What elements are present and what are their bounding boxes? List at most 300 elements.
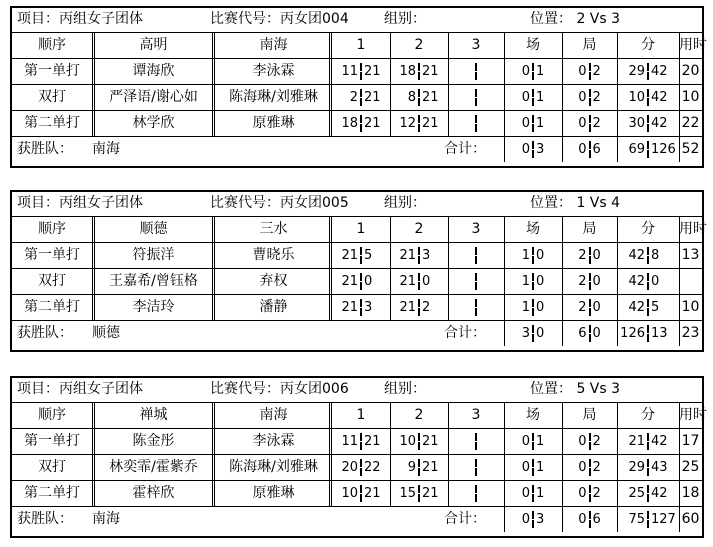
score-separator-bottom [418, 442, 420, 450]
column-divider [617, 269, 618, 294]
score-separator-top [475, 433, 477, 441]
player-team-b: 潘静 [259, 299, 288, 315]
score-separator-bottom [360, 72, 362, 80]
total-games-score-right: 0 [592, 326, 601, 341]
matches-won-score-right: 0 [536, 274, 545, 289]
column-header: 3 [471, 37, 481, 53]
column-header: 顺德 [139, 221, 168, 237]
score-separator-bottom [475, 98, 477, 106]
column-divider [504, 295, 505, 320]
games-won-score-right: 2 [592, 116, 601, 131]
row-time: 10 [681, 299, 700, 315]
points-score-right: 42 [651, 486, 668, 501]
score-separator-bottom [589, 72, 591, 80]
column-divider [617, 507, 618, 532]
game2-score-right: 21 [422, 90, 439, 105]
total-games-score-right: 6 [592, 512, 601, 527]
match-row [12, 269, 702, 295]
score-separator-top [589, 511, 591, 519]
score-separator-top [360, 89, 362, 97]
score-separator-top [360, 459, 362, 467]
matches-won-score-left: 0 [521, 434, 530, 449]
game3-score-left [450, 429, 473, 454]
score-separator-top [589, 273, 591, 281]
column-divider [448, 85, 449, 110]
game3-score-right [479, 429, 502, 454]
column-header-row [12, 33, 707, 59]
score-separator-top [418, 273, 420, 281]
total-points-score-left: 126 [620, 326, 645, 341]
score-separator-bottom [532, 308, 534, 316]
position-label: 位置： 5 Vs 3 [530, 381, 621, 397]
score-separator-bottom [647, 442, 649, 450]
score-separator-bottom [589, 98, 591, 106]
points-score-right: 42 [651, 434, 668, 449]
score-separator-top [532, 459, 534, 467]
games-won-score-left: 0 [578, 116, 587, 131]
score-separator-bottom [532, 282, 534, 290]
score-separator-bottom [589, 150, 591, 158]
score-separator-bottom [532, 334, 534, 342]
score-separator-bottom [647, 520, 649, 528]
total-label: 合计： [444, 325, 486, 341]
points-score-right: 42 [651, 64, 668, 79]
score-separator-bottom [475, 468, 477, 476]
column-divider [504, 85, 505, 110]
column-divider [448, 481, 449, 506]
score-separator-bottom [360, 98, 362, 106]
game3-score-right [479, 481, 502, 506]
column-header: 分 [641, 221, 655, 237]
score-separator-top [418, 115, 420, 123]
column-header: 1 [356, 37, 366, 53]
column-header: 三水 [259, 221, 288, 237]
game1-score-right: 0 [364, 274, 373, 289]
matches-won-score-right: 1 [536, 434, 545, 449]
total-matches-score-left: 0 [521, 142, 530, 157]
score-separator-bottom [589, 334, 591, 342]
column-header: 2 [414, 37, 424, 53]
total-matches-score-right: 3 [536, 512, 545, 527]
matches-won-score-right: 1 [536, 486, 545, 501]
score-separator-top [589, 299, 591, 307]
column-divider [562, 137, 563, 162]
game3-score-left [450, 59, 473, 84]
score-separator-top [532, 485, 534, 493]
points-score-left: 42 [628, 300, 645, 315]
score-separator-bottom [475, 282, 477, 290]
points-score-right: 8 [651, 248, 660, 263]
total-time: 52 [681, 141, 700, 157]
score-separator-top [360, 63, 362, 71]
game3-score-left [450, 481, 473, 506]
player-team-a: 陈金彤 [132, 433, 175, 449]
match-header [12, 378, 702, 403]
column-divider [562, 507, 563, 532]
match-header [12, 8, 702, 33]
score-separator-top [360, 485, 362, 493]
score-separator-bottom [647, 308, 649, 316]
games-won-score-right: 0 [592, 248, 601, 263]
score-separator-top [532, 325, 534, 333]
column-header: 用时 [679, 221, 707, 237]
score-separator-top [647, 459, 649, 467]
column-divider [390, 295, 391, 320]
score-separator-bottom [418, 98, 420, 106]
score-separator-top [589, 89, 591, 97]
score-separator-top [647, 115, 649, 123]
score-separator-top [589, 115, 591, 123]
row-order: 双打 [38, 89, 66, 105]
score-separator-bottom [647, 282, 649, 290]
column-divider [562, 481, 563, 506]
column-header: 用时 [679, 407, 707, 423]
column-divider [448, 269, 449, 294]
column-divider [390, 243, 391, 268]
score-separator-bottom [418, 256, 420, 264]
column-divider [562, 59, 563, 84]
score-separator-bottom [360, 124, 362, 132]
column-divider [390, 59, 391, 84]
game2-score-left: 15 [399, 486, 416, 501]
game2-score-left: 8 [407, 90, 416, 105]
score-separator-bottom [589, 308, 591, 316]
match-block [10, 190, 707, 352]
points-score-right: 5 [651, 300, 660, 315]
column-divider [504, 481, 505, 506]
games-won-score-left: 0 [578, 64, 587, 79]
column-header: 1 [356, 221, 366, 237]
total-matches-score-right: 0 [536, 326, 545, 341]
score-separator-bottom [532, 150, 534, 158]
group-label: 组别： [384, 195, 426, 211]
game2-score-right: 21 [422, 64, 439, 79]
game1-score-right: 21 [364, 64, 381, 79]
game3-score-right [479, 85, 502, 110]
column-header: 分 [641, 37, 655, 53]
match-row [12, 481, 702, 507]
player-team-a: 林奕霏/霍紫乔 [109, 459, 198, 475]
row-order: 第二单打 [24, 299, 80, 315]
score-separator-top [647, 299, 649, 307]
project-label: 项目：丙组女子团体 [17, 381, 143, 397]
score-separator-bottom [647, 150, 649, 158]
score-separator-top [647, 141, 649, 149]
column-divider [504, 321, 505, 346]
player-team-b: 原雅琳 [252, 115, 295, 131]
score-separator-top [418, 459, 420, 467]
score-separator-top [647, 89, 649, 97]
total-matches-score-right: 3 [536, 142, 545, 157]
total-games-score-left: 0 [578, 142, 587, 157]
game3-score-right [479, 455, 502, 480]
total-matches-score-left: 3 [521, 326, 530, 341]
game3-score-right [479, 111, 502, 136]
match-row [12, 85, 702, 111]
points-score-left: 42 [628, 274, 645, 289]
score-separator-bottom [532, 124, 534, 132]
score-separator-top [475, 247, 477, 255]
score-separator-bottom [532, 442, 534, 450]
score-separator-top [589, 141, 591, 149]
game2-score-left: 12 [399, 116, 416, 131]
games-won-score-left: 0 [578, 90, 587, 105]
games-won-score-right: 2 [592, 486, 601, 501]
game2-score-right: 2 [422, 300, 431, 315]
score-separator-top [647, 63, 649, 71]
score-separator-bottom [589, 442, 591, 450]
total-label: 合计： [444, 511, 486, 527]
games-won-score-left: 0 [578, 486, 587, 501]
game2-score-right: 21 [422, 486, 439, 501]
column-divider [390, 429, 391, 454]
player-team-a: 王嘉希/曾钰格 [109, 273, 198, 289]
score-separator-top [532, 299, 534, 307]
score-separator-top [360, 433, 362, 441]
game2-score-left: 10 [399, 434, 416, 449]
column-divider [562, 243, 563, 268]
winner-team: 南海 [92, 511, 120, 527]
match-block [10, 376, 707, 538]
player-team-b: 原雅琳 [252, 485, 295, 501]
column-divider [617, 243, 618, 268]
matches-won-score-left: 0 [521, 90, 530, 105]
column-header: 场 [526, 37, 540, 53]
games-won-score-left: 2 [578, 248, 587, 263]
row-time: 22 [681, 115, 700, 131]
score-separator-top [532, 511, 534, 519]
column-header: 局 [582, 407, 597, 423]
column-divider [390, 85, 391, 110]
footer-row [12, 321, 702, 346]
column-header: 场 [526, 407, 540, 423]
total-games-score-right: 6 [592, 142, 601, 157]
column-header: 顺序 [38, 221, 66, 237]
score-separator-bottom [418, 124, 420, 132]
column-divider [617, 455, 618, 480]
game3-score-left [450, 269, 473, 294]
column-divider [504, 507, 505, 532]
score-separator-top [475, 115, 477, 123]
row-order: 第二单打 [24, 115, 80, 131]
matches-won-score-right: 1 [536, 90, 545, 105]
winner-label: 获胜队： [17, 325, 73, 341]
total-points-score-right: 126 [651, 142, 676, 157]
row-time: 25 [681, 459, 700, 475]
score-separator-top [647, 273, 649, 281]
score-separator-top [475, 63, 477, 71]
score-separator-bottom [360, 308, 362, 316]
score-separator-bottom [647, 334, 649, 342]
column-divider [562, 321, 563, 346]
matches-won-score-left: 0 [521, 64, 530, 79]
score-separator-top [360, 115, 362, 123]
column-divider [617, 321, 618, 346]
game2-score-right: 21 [422, 460, 439, 475]
game1-score-right: 3 [364, 300, 373, 315]
score-separator-top [647, 247, 649, 255]
match-block [10, 6, 707, 168]
games-won-score-left: 2 [578, 300, 587, 315]
score-separator-bottom [589, 282, 591, 290]
player-team-b: 陈海琳/刘雅琳 [229, 89, 318, 105]
column-divider [562, 85, 563, 110]
player-team-b: 李泳霖 [252, 63, 295, 79]
winner-team: 顺德 [92, 325, 120, 341]
score-separator-top [532, 63, 534, 71]
column-divider [562, 455, 563, 480]
column-header: 南海 [259, 407, 288, 423]
score-separator-bottom [475, 442, 477, 450]
score-separator-bottom [360, 494, 362, 502]
player-team-a: 符振洋 [132, 247, 175, 263]
score-separator-top [418, 63, 420, 71]
game3-score-right [479, 295, 502, 320]
score-separator-bottom [418, 72, 420, 80]
game3-score-left [450, 455, 473, 480]
player-team-a: 李洁玲 [132, 299, 175, 315]
score-separator-bottom [418, 308, 420, 316]
column-header: 用时 [679, 37, 707, 53]
total-points-score-right: 13 [651, 326, 668, 341]
score-separator-top [475, 273, 477, 281]
column-header: 南海 [259, 37, 288, 53]
player-team-b: 李泳霖 [252, 433, 295, 449]
score-separator-bottom [532, 256, 534, 264]
column-divider [617, 295, 618, 320]
player-team-a: 林学欣 [132, 115, 175, 131]
game3-score-right [479, 59, 502, 84]
score-separator-top [647, 433, 649, 441]
footer-row [12, 137, 702, 162]
project-label: 项目：丙组女子团体 [17, 195, 143, 211]
column-divider [562, 111, 563, 136]
game1-score-left: 21 [341, 248, 358, 263]
score-separator-bottom [532, 468, 534, 476]
game3-score-left [450, 243, 473, 268]
score-separator-top [589, 63, 591, 71]
score-separator-top [647, 485, 649, 493]
column-divider [448, 429, 449, 454]
score-separator-bottom [475, 72, 477, 80]
matches-won-score-right: 0 [536, 248, 545, 263]
column-divider [617, 481, 618, 506]
score-separator-bottom [532, 72, 534, 80]
column-header-row [12, 403, 707, 429]
column-header: 场 [526, 221, 540, 237]
score-separator-bottom [647, 494, 649, 502]
row-order: 双打 [38, 273, 66, 289]
points-score-right: 43 [651, 460, 668, 475]
game1-score-right: 21 [364, 486, 381, 501]
column-divider [504, 111, 505, 136]
column-header-row [12, 217, 707, 243]
game3-score-left [450, 85, 473, 110]
game2-score-left: 9 [407, 460, 416, 475]
matches-won-score-left: 0 [521, 460, 530, 475]
player-team-a: 严泽语/谢心如 [109, 89, 198, 105]
match-code: 比赛代号：丙女团005 [210, 195, 349, 211]
score-separator-top [532, 115, 534, 123]
match-header [12, 192, 702, 217]
games-won-score-right: 2 [592, 90, 601, 105]
column-header: 2 [414, 407, 424, 423]
row-time: 13 [681, 247, 700, 263]
game2-score-right: 0 [422, 274, 431, 289]
column-header: 顺序 [38, 407, 66, 423]
row-order: 第一单打 [24, 63, 80, 79]
points-score-left: 42 [628, 248, 645, 263]
column-header: 2 [414, 221, 424, 237]
match-row [12, 429, 702, 455]
winner-label: 获胜队： [17, 511, 73, 527]
position-label: 位置： 1 Vs 4 [530, 195, 621, 211]
games-won-score-right: 2 [592, 64, 601, 79]
game3-score-right [479, 269, 502, 294]
column-divider [562, 269, 563, 294]
score-separator-top [418, 247, 420, 255]
row-order: 第二单打 [24, 485, 80, 501]
matches-won-score-left: 0 [521, 116, 530, 131]
row-time: 17 [681, 433, 700, 449]
column-header: 禅城 [139, 407, 168, 423]
score-separator-top [532, 433, 534, 441]
total-label: 合计： [444, 141, 486, 157]
game1-score-right: 21 [364, 90, 381, 105]
row-time: 20 [681, 63, 700, 79]
player-team-b: 陈海琳/刘雅琳 [229, 459, 318, 475]
match-row [12, 243, 702, 269]
row-time: 10 [681, 89, 700, 105]
score-separator-bottom [475, 256, 477, 264]
column-divider [617, 111, 618, 136]
row-order: 第一单打 [24, 247, 80, 263]
game2-score-left: 21 [399, 300, 416, 315]
score-separator-bottom [647, 256, 649, 264]
games-won-score-right: 2 [592, 460, 601, 475]
games-won-score-right: 0 [592, 274, 601, 289]
score-separator-bottom [532, 494, 534, 502]
total-games-score-left: 0 [578, 512, 587, 527]
column-divider [617, 137, 618, 162]
score-separator-top [475, 89, 477, 97]
score-separator-top [418, 299, 420, 307]
score-separator-top [532, 247, 534, 255]
winner-team: 南海 [92, 141, 120, 157]
score-separator-top [647, 511, 649, 519]
score-separator-bottom [532, 98, 534, 106]
game1-score-right: 21 [364, 434, 381, 449]
column-header: 分 [641, 407, 655, 423]
score-separator-bottom [647, 468, 649, 476]
score-separator-bottom [360, 468, 362, 476]
score-separator-bottom [589, 256, 591, 264]
column-divider [617, 85, 618, 110]
game3-score-left [450, 111, 473, 136]
game1-score-right: 5 [364, 248, 373, 263]
matches-won-score-left: 1 [521, 248, 530, 263]
column-divider [448, 455, 449, 480]
column-header: 顺序 [38, 37, 66, 53]
total-games-score-left: 6 [578, 326, 587, 341]
row-time: 18 [681, 485, 700, 501]
game1-score-left: 20 [341, 460, 358, 475]
column-divider [390, 111, 391, 136]
score-separator-bottom [475, 494, 477, 502]
column-divider [617, 59, 618, 84]
score-separator-top [589, 325, 591, 333]
score-separator-top [589, 433, 591, 441]
